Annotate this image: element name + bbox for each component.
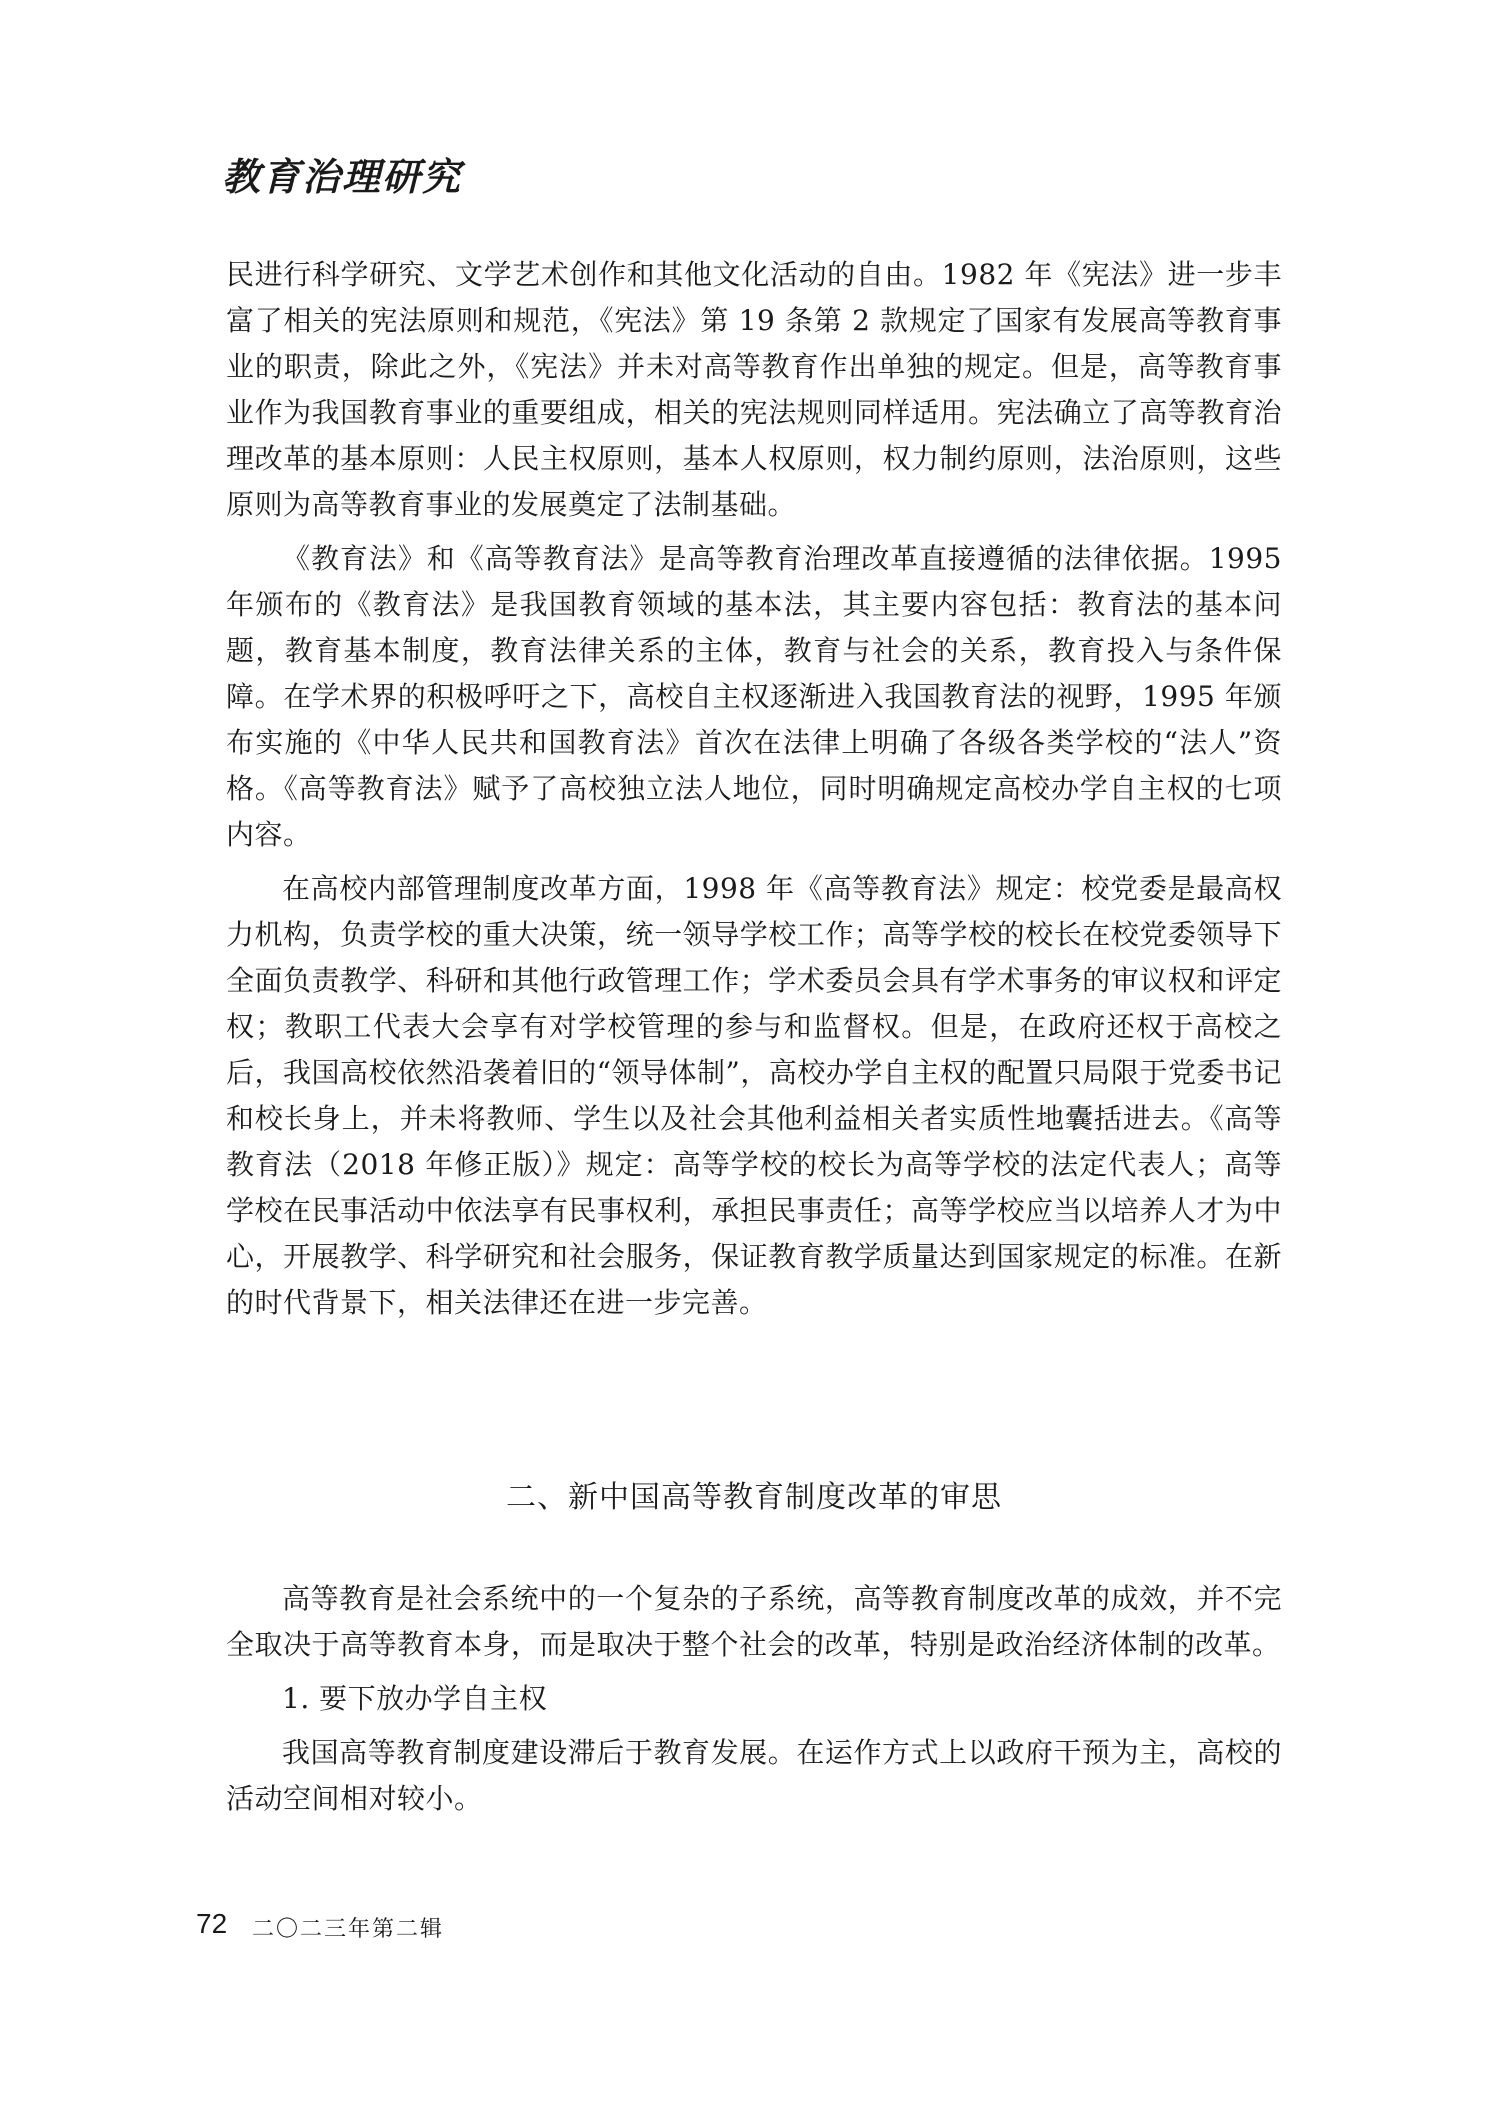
paragraph-5: 我国高等教育制度建设滞后于教育发展。在运作方式上以政府干预为主，高校的活动空间相对较小。 <box>226 1736 1282 1815</box>
paragraph-2: 《教育法》和《高等教育法》是高等教育治理改革直接遵循的法律依据。1995 年颁布的《教育法》是我国教育领域的基本法，其主要内容包括：教育法的基本问题，教育基本制度，教育法律关系的主体，教育与社会的关系，教育投入与条件保障。在学术界的积极呼吁之下，高校自主权逐渐进入我国教育法的视野，1995 年颁布实施的《中华人民共和国教育法》首次在法律上明确了各级各类学校的“法人”资格。《高等教育法》赋予了高校独立法人地位，同时明确规定高校办学自主权的七项内容。 <box>226 542 1282 851</box>
subheading: 1. 要下放办学自主权 <box>282 1682 548 1715</box>
body-section-1 <box>226 252 1282 1334</box>
paragraph-4: 高等教育是社会系统中的一个复杂的子系统，高等教育制度改革的成效，并不完全取决于高等教育本身，而是取决于整个社会的改革，特别是政治经济体制的改革。 <box>226 1582 1282 1661</box>
paragraph-1: 民进行科学研究、文学艺术创作和其他文化活动的自由。1982 年《宪法》进一步丰富了相关的宪法原则和规范，《宪法》第 19 条第 2 款规定了国家有发展高等教育事业的职责，除此之外，《宪法》并未对高等教育作出单独的规定。但是，高等教育事业作为我国教育事业的重要组成，相关的宪法规则同样适用。宪法确立了高等教育治理改革的基本原则：人民主权原则，基本人权原则，权力制约原则，法治原则，这些原则为高等教育事业的发展奠定了法制基础。 <box>226 258 1282 521</box>
journal-title: 教育治理研究 <box>222 154 463 199</box>
paragraph-3: 在高校内部管理制度改革方面，1998 年《高等教育法》规定：校党委是最高权力机构，负责学校的重大决策，统一领导学校工作；高等学校的校长在校党委领导下全面负责教学、科研和其他行政管理工作；学术委员会具有学术事务的审议权和评定权；教职工代表大会享有对学校管理的参与和监督权。但是，在政府还权于高校之后，我国高校依然沿袭着旧的“领导体制”，高校办学自主权的配置只局限于党委书记和校长身上，并未将教师、学生以及社会其他利益相关者实质性地囊括进去。《高等教育法（2018 年修正版）》规定：高等学校的校长为高等学校的法定代表人；高等学校在民事活动中依法享有民事权利，承担民事责任；高等学校应当以培养人才为中心，开展教学、科学研究和社会服务，保证教育教学质量达到国家规定的标准。在新的时代背景下，相关法律还在进一步完善。 <box>226 872 1282 1319</box>
issue-label: 二〇二三年第二辑 <box>252 1917 445 1942</box>
page-number: 72 <box>196 1908 228 1939</box>
section-heading: 二、新中国高等教育制度改革的审思 <box>506 1480 1002 1515</box>
body-section-2 <box>226 1576 1282 1830</box>
